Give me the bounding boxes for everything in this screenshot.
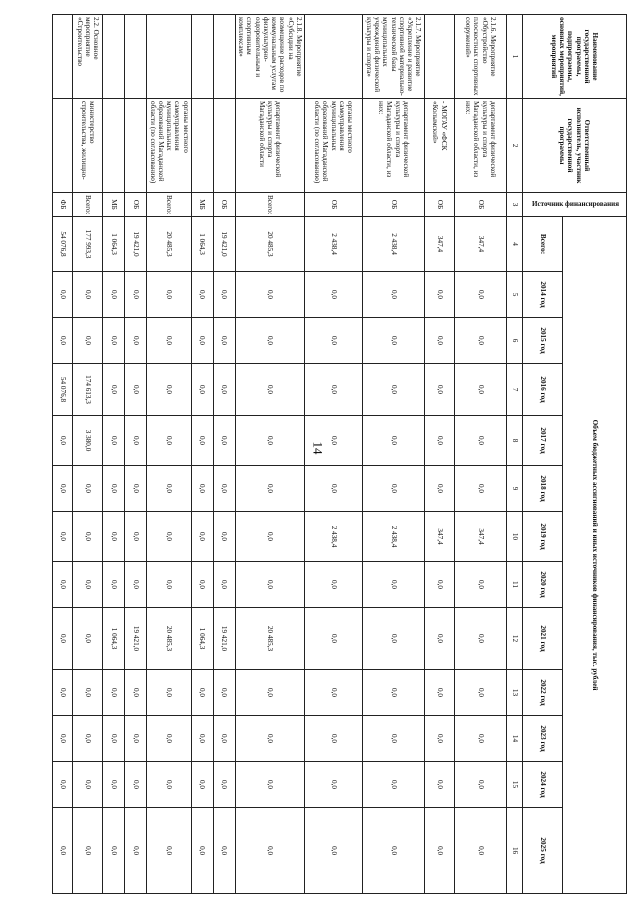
header-responsible: Ответственный исполнитель, участник государственной программы	[523, 99, 627, 193]
row-year-value-cell: 0,0	[455, 670, 507, 716]
column-number-cell: 4	[507, 217, 523, 272]
row-year-value-cell: 1 064,3	[191, 608, 213, 670]
row-year-value-cell: 0,0	[235, 466, 304, 512]
row-year-value-cell: 0,0	[363, 670, 425, 716]
row-year-value-cell: 0,0	[147, 364, 191, 416]
row-year-value-cell: 0,0	[235, 808, 304, 894]
row-year-value-cell: 0,0	[455, 364, 507, 416]
row-year-value-cell: 0,0	[213, 318, 235, 364]
row-year-value-cell: 0,0	[425, 608, 455, 670]
row-year-value-cell: 0,0	[73, 762, 103, 808]
header-year: 2022 год	[523, 670, 563, 716]
row-year-value-cell: 0,0	[73, 716, 103, 762]
column-number-cell: 9	[507, 466, 523, 512]
row-responsible-cell: департамент физической культуры и спорта Магаданской области, из них:	[363, 99, 425, 193]
row-source-cell: ОБ	[305, 193, 363, 217]
table-row	[455, 15, 507, 894]
row-source-cell: Всего:	[235, 193, 304, 217]
row-year-value-cell: 0,0	[103, 416, 125, 466]
row-year-value-cell: 0,0	[305, 416, 363, 466]
table-row	[363, 15, 425, 894]
row-source-cell: ОБ	[213, 193, 235, 217]
header-year: 2021 год	[523, 608, 563, 670]
row-year-value-cell: 0,0	[235, 272, 304, 318]
header-funding: Объем бюджетных ассигнований и иных источников финансирования, тыс. рублей	[563, 217, 627, 894]
row-year-value-cell: 19 421,0	[213, 608, 235, 670]
row-name-cell	[305, 15, 363, 99]
row-year-value-cell: 0,0	[147, 466, 191, 512]
row-year-value-cell: 54 076,8	[53, 364, 73, 416]
header-year: 2025 год	[523, 808, 563, 894]
row-year-value-cell: 0,0	[191, 762, 213, 808]
row-year-value-cell: 0,0	[213, 716, 235, 762]
row-year-value-cell: 347,4	[425, 512, 455, 562]
row-name-cell	[103, 15, 125, 99]
column-number-cell: 6	[507, 318, 523, 364]
row-total-cell: 2 438,4	[305, 217, 363, 272]
row-year-value-cell: 0,0	[73, 808, 103, 894]
row-year-value-cell: 0,0	[235, 762, 304, 808]
row-year-value-cell: 0,0	[235, 364, 304, 416]
row-year-value-cell: 0,0	[191, 318, 213, 364]
row-source-cell: ФБ	[53, 193, 73, 217]
header-year: 2023 год	[523, 716, 563, 762]
row-responsible-cell	[53, 99, 73, 193]
column-number-cell: 3	[507, 193, 523, 217]
row-year-value-cell: 0,0	[103, 762, 125, 808]
row-year-value-cell: 0,0	[213, 808, 235, 894]
row-year-value-cell: 0,0	[213, 512, 235, 562]
header-year: 2020 год	[523, 562, 563, 608]
row-year-value-cell: 0,0	[363, 318, 425, 364]
row-year-value-cell: 2 438,4	[363, 512, 425, 562]
row-year-value-cell: 0,0	[305, 272, 363, 318]
row-responsible-cell: министерство строительства, жилищно-	[73, 99, 103, 193]
row-year-value-cell: 0,0	[103, 466, 125, 512]
table-row	[103, 15, 125, 894]
header-year: 2015 год	[523, 318, 563, 364]
row-year-value-cell: 0,0	[455, 272, 507, 318]
row-year-value-cell: 0,0	[363, 562, 425, 608]
row-year-value-cell: 0,0	[425, 364, 455, 416]
row-name-cell	[191, 15, 213, 99]
row-total-cell: 20 485,3	[235, 217, 304, 272]
column-number-cell: 13	[507, 670, 523, 716]
row-year-value-cell: 0,0	[425, 670, 455, 716]
row-year-value-cell: 1 064,3	[103, 608, 125, 670]
row-total-cell: 19 421,0	[213, 217, 235, 272]
table-body	[53, 15, 507, 894]
row-name-cell: 2.1.7. Мероприятие «Укрепление и развитие спортивной материально-технической базы муниципальных учреждений физической культуры и спорта»	[363, 15, 425, 99]
row-year-value-cell: 0,0	[73, 608, 103, 670]
row-year-value-cell: 0,0	[53, 608, 73, 670]
table-row	[235, 15, 304, 894]
row-year-value-cell: 0,0	[147, 808, 191, 894]
row-year-value-cell: 0,0	[235, 318, 304, 364]
rotated-table-wrapper	[58, 14, 627, 889]
row-year-value-cell: 0,0	[73, 272, 103, 318]
row-year-value-cell: 0,0	[53, 416, 73, 466]
row-year-value-cell: 0,0	[103, 808, 125, 894]
column-number-cell: 15	[507, 762, 523, 808]
row-year-value-cell: 0,0	[305, 670, 363, 716]
row-year-value-cell: 0,0	[455, 608, 507, 670]
row-year-value-cell: 0,0	[147, 670, 191, 716]
row-source-cell: Всего:	[73, 193, 103, 217]
row-year-value-cell: 0,0	[455, 716, 507, 762]
row-year-value-cell: 3 380,0	[73, 416, 103, 466]
row-year-value-cell: 0,0	[53, 762, 73, 808]
column-number-cell: 5	[507, 272, 523, 318]
row-year-value-cell: 0,0	[125, 562, 147, 608]
row-year-value-cell: 0,0	[305, 608, 363, 670]
row-responsible-cell: департамент физической культуры и спорта Магаданской области, из них:	[455, 99, 507, 193]
table-row	[147, 15, 191, 894]
row-year-value-cell: 0,0	[53, 318, 73, 364]
column-number-cell: 1	[507, 15, 523, 99]
row-responsible-cell	[213, 99, 235, 193]
row-year-value-cell: 0,0	[147, 318, 191, 364]
row-year-value-cell: 0,0	[125, 512, 147, 562]
row-year-value-cell: 0,0	[147, 272, 191, 318]
row-year-value-cell: 0,0	[425, 808, 455, 894]
row-total-cell: 347,4	[455, 217, 507, 272]
column-number-cell: 2	[507, 99, 523, 193]
row-year-value-cell: 0,0	[191, 466, 213, 512]
table-row	[191, 15, 213, 894]
row-year-value-cell: 0,0	[125, 318, 147, 364]
row-source-cell: ОБ	[125, 193, 147, 217]
row-year-value-cell: 0,0	[53, 512, 73, 562]
header-year: 2018 год	[523, 466, 563, 512]
column-number-cell: 12	[507, 608, 523, 670]
row-year-value-cell: 0,0	[455, 318, 507, 364]
row-year-value-cell: 0,0	[455, 562, 507, 608]
row-year-value-cell: 0,0	[73, 670, 103, 716]
row-year-value-cell: 0,0	[455, 416, 507, 466]
row-year-value-cell: 0,0	[363, 808, 425, 894]
row-year-value-cell: 20 485,3	[235, 608, 304, 670]
row-year-value-cell: 0,0	[363, 272, 425, 318]
row-year-value-cell: 0,0	[147, 762, 191, 808]
row-year-value-cell: 0,0	[305, 762, 363, 808]
row-source-cell: Всего:	[147, 193, 191, 217]
row-year-value-cell: 0,0	[191, 416, 213, 466]
row-year-value-cell: 0,0	[305, 466, 363, 512]
row-year-value-cell: 2 438,4	[305, 512, 363, 562]
row-year-value-cell: 0,0	[425, 272, 455, 318]
row-name-cell: 2.1.8. Мероприятие «Субсидии на возмещение расходов по коммунальным услугам физкультурно-оздоровительным и спортивным комплексам»	[235, 15, 304, 99]
header-year: 2014 год	[523, 272, 563, 318]
row-year-value-cell: 20 485,3	[147, 608, 191, 670]
header-total: Всего:	[523, 217, 563, 272]
row-responsible-cell: департамент физической культуры и спорта Магаданской области	[235, 99, 304, 193]
row-year-value-cell: 0,0	[363, 608, 425, 670]
row-year-value-cell: 0,0	[305, 562, 363, 608]
row-responsible-cell	[103, 99, 125, 193]
row-year-value-cell: 0,0	[425, 716, 455, 762]
row-year-value-cell: 0,0	[191, 562, 213, 608]
row-source-cell: МБ	[103, 193, 125, 217]
row-year-value-cell: 0,0	[125, 466, 147, 512]
row-responsible-cell: органы местного самоуправления муниципальных образований Магаданской области (по согласованию)	[147, 99, 191, 193]
row-name-cell: 2.2. Основное мероприятие «Строительство	[73, 15, 103, 99]
row-responsible-cell: - МОГАУ «ФСК «Колымский»	[425, 99, 455, 193]
row-year-value-cell: 0,0	[425, 416, 455, 466]
row-year-value-cell: 0,0	[125, 762, 147, 808]
row-year-value-cell: 0,0	[103, 272, 125, 318]
header-year: 2019 год	[523, 512, 563, 562]
table-row	[305, 15, 363, 894]
row-year-value-cell: 0,0	[235, 716, 304, 762]
page-number: 14	[310, 441, 326, 455]
row-year-value-cell: 0,0	[425, 318, 455, 364]
header-year: 2017 год	[523, 416, 563, 466]
row-name-cell	[213, 15, 235, 99]
document-sheet	[58, 14, 627, 889]
row-year-value-cell: 0,0	[125, 670, 147, 716]
row-year-value-cell: 0,0	[103, 512, 125, 562]
row-year-value-cell: 0,0	[213, 272, 235, 318]
row-year-value-cell: 0,0	[305, 364, 363, 416]
header-year: 2016 год	[523, 364, 563, 416]
row-year-value-cell: 0,0	[213, 762, 235, 808]
row-source-cell: ОБ	[425, 193, 455, 217]
row-year-value-cell: 0,0	[235, 512, 304, 562]
row-source-cell: ОБ	[455, 193, 507, 217]
column-number-row	[507, 15, 523, 894]
row-year-value-cell: 0,0	[305, 716, 363, 762]
column-number-cell: 10	[507, 512, 523, 562]
row-year-value-cell: 0,0	[191, 670, 213, 716]
row-name-cell	[425, 15, 455, 99]
header-name: Наименование государственной программы, подпрограммы, основных мероприятий, мероприятий	[523, 15, 627, 99]
row-year-value-cell: 0,0	[125, 416, 147, 466]
row-year-value-cell: 0,0	[363, 416, 425, 466]
row-year-value-cell: 0,0	[363, 716, 425, 762]
row-year-value-cell: 0,0	[53, 466, 73, 512]
row-name-cell	[125, 15, 147, 99]
row-total-cell: 19 421,0	[125, 217, 147, 272]
row-year-value-cell: 0,0	[125, 808, 147, 894]
row-name-cell: 2.1.6. Мероприятие «Обустройство плоскостных спортивных сооружений»	[455, 15, 507, 99]
row-year-value-cell: 0,0	[147, 562, 191, 608]
row-year-value-cell: 0,0	[103, 364, 125, 416]
table-row	[53, 15, 73, 894]
row-year-value-cell: 0,0	[425, 762, 455, 808]
row-total-cell: 2 438,4	[363, 217, 425, 272]
row-year-value-cell: 0,0	[125, 364, 147, 416]
row-year-value-cell: 0,0	[235, 562, 304, 608]
row-year-value-cell: 0,0	[191, 716, 213, 762]
row-year-value-cell: 0,0	[103, 716, 125, 762]
row-total-cell: 177 993,3	[73, 217, 103, 272]
row-year-value-cell: 0,0	[191, 808, 213, 894]
header-source: Источник финансирования	[523, 193, 627, 217]
row-source-cell: МБ	[191, 193, 213, 217]
table-row	[73, 15, 103, 894]
row-year-value-cell: 0,0	[213, 562, 235, 608]
row-year-value-cell: 0,0	[191, 364, 213, 416]
row-year-value-cell: 0,0	[213, 466, 235, 512]
row-year-value-cell: 0,0	[235, 416, 304, 466]
row-responsible-cell	[191, 99, 213, 193]
row-total-cell: 347,4	[425, 217, 455, 272]
row-year-value-cell: 0,0	[73, 318, 103, 364]
row-year-value-cell: 19 421,0	[125, 608, 147, 670]
row-year-value-cell: 0,0	[73, 562, 103, 608]
row-year-value-cell: 0,0	[103, 318, 125, 364]
row-year-value-cell: 0,0	[73, 512, 103, 562]
column-number-cell: 8	[507, 416, 523, 466]
row-year-value-cell: 0,0	[191, 272, 213, 318]
row-year-value-cell: 0,0	[53, 272, 73, 318]
row-total-cell: 1 064,3	[103, 217, 125, 272]
funding-table	[52, 14, 627, 894]
row-year-value-cell: 0,0	[53, 808, 73, 894]
row-year-value-cell: 0,0	[53, 670, 73, 716]
row-year-value-cell: 174 613,3	[73, 364, 103, 416]
row-year-value-cell: 0,0	[235, 670, 304, 716]
row-year-value-cell: 0,0	[213, 670, 235, 716]
row-year-value-cell: 0,0	[103, 562, 125, 608]
column-number-cell: 7	[507, 364, 523, 416]
row-total-cell: 1 064,3	[191, 217, 213, 272]
row-year-value-cell: 0,0	[363, 466, 425, 512]
row-year-value-cell: 0,0	[147, 716, 191, 762]
row-year-value-cell: 0,0	[147, 512, 191, 562]
row-year-value-cell: 0,0	[425, 562, 455, 608]
row-year-value-cell: 0,0	[191, 512, 213, 562]
row-total-cell: 54 076,8	[53, 217, 73, 272]
table-row	[425, 15, 455, 894]
row-name-cell	[53, 15, 73, 99]
row-year-value-cell: 0,0	[147, 416, 191, 466]
row-year-value-cell: 0,0	[363, 762, 425, 808]
row-year-value-cell: 0,0	[53, 716, 73, 762]
row-responsible-cell	[125, 99, 147, 193]
row-year-value-cell: 0,0	[73, 466, 103, 512]
row-year-value-cell: 0,0	[125, 272, 147, 318]
row-year-value-cell: 0,0	[425, 466, 455, 512]
row-responsible-cell: органы местного самоуправления муниципальных образований Магаданской области (по согласованию)	[305, 99, 363, 193]
row-year-value-cell: 0,0	[125, 716, 147, 762]
row-year-value-cell: 0,0	[103, 670, 125, 716]
row-year-value-cell: 0,0	[455, 466, 507, 512]
row-year-value-cell: 0,0	[305, 808, 363, 894]
row-total-cell: 20 485,3	[147, 217, 191, 272]
row-year-value-cell: 0,0	[213, 416, 235, 466]
row-year-value-cell: 0,0	[305, 318, 363, 364]
row-name-cell	[147, 15, 191, 99]
table-row	[213, 15, 235, 894]
row-year-value-cell: 0,0	[213, 364, 235, 416]
row-year-value-cell: 0,0	[455, 762, 507, 808]
header-year: 2024 год	[523, 762, 563, 808]
table-row	[125, 15, 147, 894]
column-number-cell: 14	[507, 716, 523, 762]
row-year-value-cell: 347,4	[455, 512, 507, 562]
row-year-value-cell: 0,0	[53, 562, 73, 608]
row-year-value-cell: 0,0	[455, 808, 507, 894]
row-source-cell: ОБ	[363, 193, 425, 217]
column-number-cell: 16	[507, 808, 523, 894]
row-year-value-cell: 0,0	[363, 364, 425, 416]
column-number-cell: 11	[507, 562, 523, 608]
